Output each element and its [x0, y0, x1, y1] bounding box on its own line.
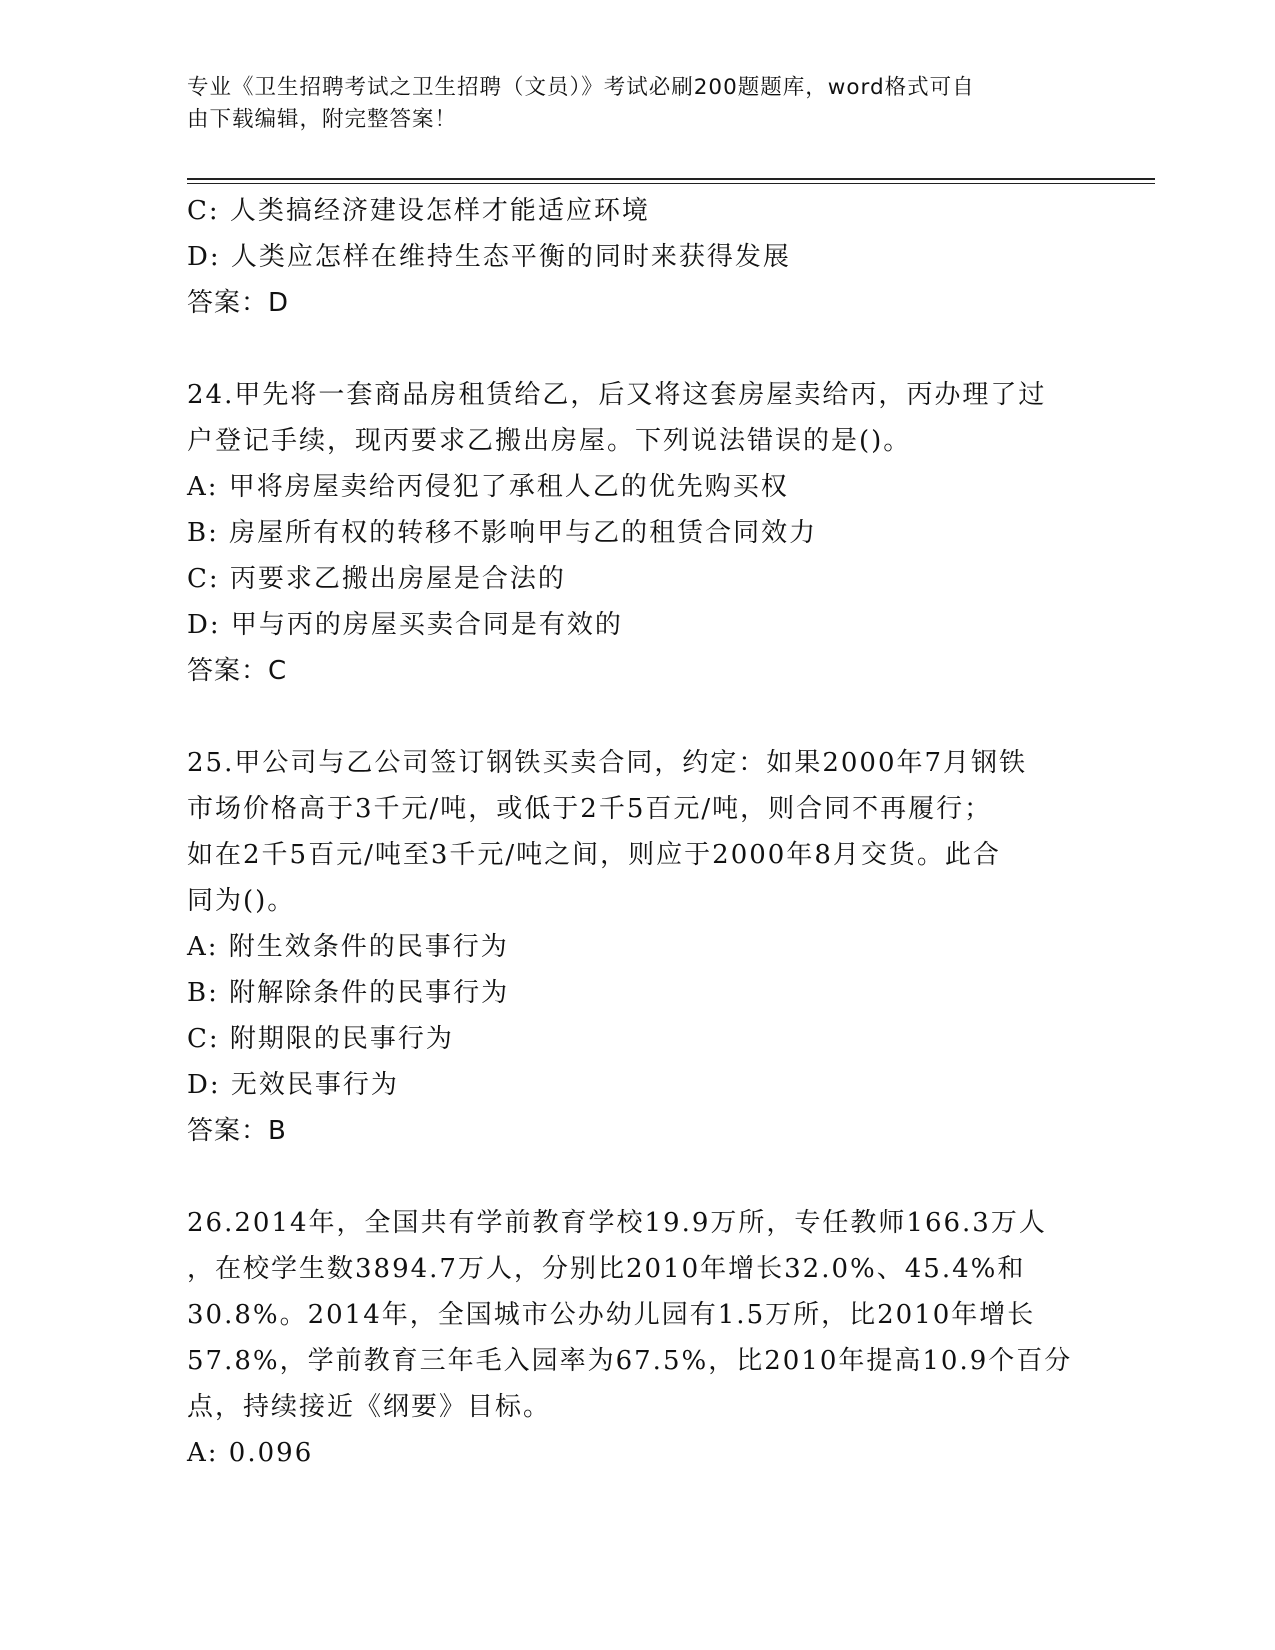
- document-header: [187, 72, 1067, 136]
- option-c: C: 附期限的民事行为: [187, 1024, 454, 1054]
- question-stem-line: 24.甲先将一套商品房租赁给乙，后又将这套房屋卖给丙，丙办理了过: [187, 380, 1047, 410]
- option-c: C: 人类搞经济建设怎样才能适应环境: [187, 196, 650, 226]
- option-a: A: 附生效条件的民事行为: [187, 932, 509, 962]
- option-d: D: 无效民事行为: [187, 1070, 399, 1100]
- question-content: [187, 188, 1087, 1476]
- option-d: D: 甲与丙的房屋买卖合同是有效的: [187, 610, 623, 640]
- header-title-line-1: 专业《卫生招聘考试之卫生招聘（文员）》考试必刷200题题库，word格式可自: [187, 75, 975, 100]
- answer-line: 答案：C: [187, 656, 288, 686]
- spacer: [187, 694, 1087, 740]
- question-stem-line: 同为()。: [187, 886, 296, 916]
- question-stem-line: ，在校学生数3894.7万人，分别比2010年增长32.0%、45.4%和: [187, 1254, 1026, 1284]
- question-26: [187, 1200, 1087, 1476]
- answer-line: 答案：D: [187, 288, 290, 318]
- option-c: C: 丙要求乙搬出房屋是合法的: [187, 564, 566, 594]
- question-stem-line: 26.2014年，全国共有学前教育学校19.9万所，专任教师166.3万人: [187, 1208, 1047, 1238]
- option-a: A: 甲将房屋卖给丙侵犯了承租人乙的优先购买权: [187, 472, 789, 502]
- previous-question-block: [187, 188, 1087, 326]
- option-a: A: 0.096: [187, 1438, 314, 1468]
- header-rule-thick: [187, 178, 1155, 180]
- answer-line: 答案：B: [187, 1116, 287, 1146]
- header-rule-thin: [187, 183, 1155, 184]
- option-b: B: 附解除条件的民事行为: [187, 978, 510, 1008]
- spacer: [187, 1154, 1087, 1200]
- question-stem-line: 57.8%，学前教育三年毛入园率为67.5%，比2010年提高10.9个百分: [187, 1346, 1073, 1376]
- header-title-line-2: 由下载编辑，附完整答案！: [187, 107, 458, 132]
- question-24: [187, 372, 1087, 694]
- option-b: B: 房屋所有权的转移不影响甲与乙的租赁合同效力: [187, 518, 818, 548]
- question-stem-line: 户登记手续，现丙要求乙搬出房屋。下列说法错误的是()。: [187, 426, 912, 456]
- question-stem-line: 市场价格高于3千元/吨，或低于2千5百元/吨，则合同不再履行；: [187, 794, 993, 824]
- question-stem-line: 如在2千5百元/吨至3千元/吨之间，则应于2000年8月交货。此合: [187, 840, 1001, 870]
- question-25: [187, 740, 1087, 1154]
- spacer: [187, 326, 1087, 372]
- question-stem-line: 25.甲公司与乙公司签订钢铁买卖合同，约定：如果2000年7月钢铁: [187, 748, 1028, 778]
- question-stem-line: 点，持续接近《纲要》目标。: [187, 1392, 552, 1422]
- option-d: D: 人类应怎样在维持生态平衡的同时来获得发展: [187, 242, 791, 272]
- question-stem-line: 30.8%。2014年，全国城市公办幼儿园有1.5万所，比2010年增长: [187, 1300, 1036, 1330]
